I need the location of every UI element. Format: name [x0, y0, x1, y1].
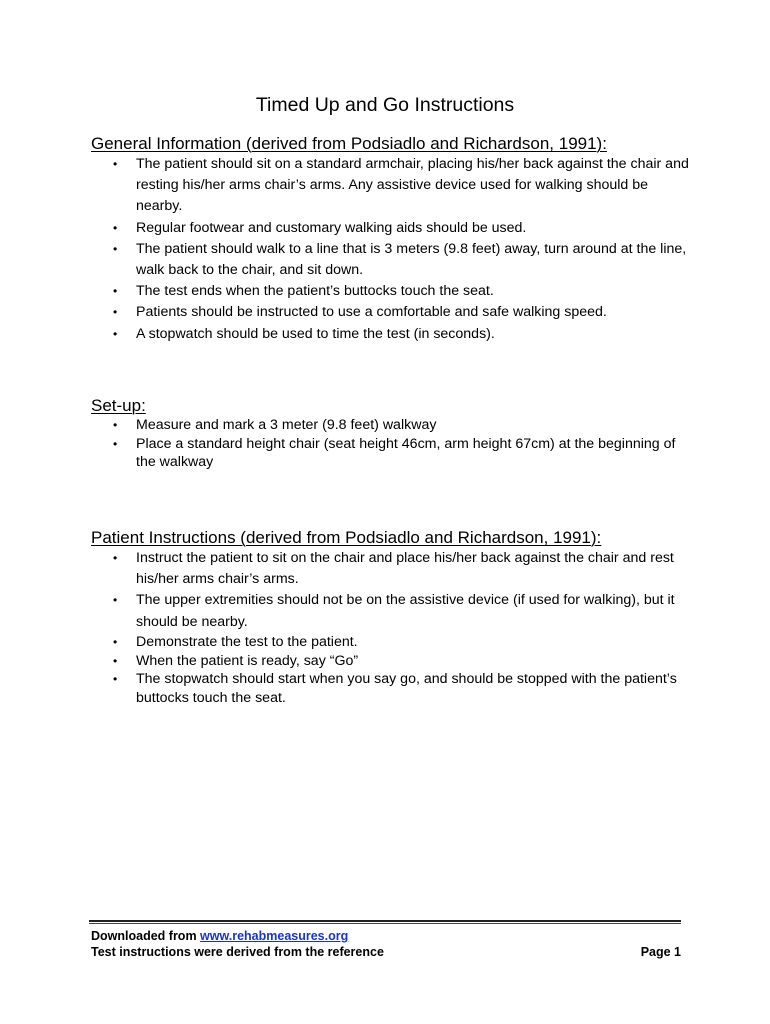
- bullet-icon: •: [113, 551, 118, 565]
- bullet-icon: •: [113, 418, 118, 432]
- list-item: • The upper extremities should not be on the assistive device (if used for walking), but it should be nearby.: [113, 592, 675, 630]
- list-item: • When the patient is ready, say “Go”: [113, 652, 359, 669]
- setup-heading: Set-up:: [91, 396, 146, 415]
- footer-note-line: [91, 944, 681, 960]
- list-item: • Place a standard height chair (seat height 46cm, arm height 67cm) at the beginning of the walkway: [113, 435, 676, 471]
- bullet-icon: •: [113, 672, 118, 687]
- patient-instructions-list-continued: [91, 633, 691, 707]
- list-item: • Measure and mark a 3 meter (9.8 feet) walkway: [113, 417, 437, 433]
- page-title: Timed Up and Go Instructions: [255, 94, 515, 116]
- list-item: • The patient should sit on a standard armchair, placing his/her back against the chair and resting his/her arms chair’s arms. Any assistive device used for walking should be nearby.: [113, 156, 689, 215]
- list-item: • Instruct the patient to sit on the chair and place his/her back against the chair and rest his/her arms chair’s arms.: [113, 550, 674, 588]
- general-info-list: [91, 154, 691, 345]
- rehabmeasures-link[interactable]: www.rehabmeasures.org: [200, 929, 349, 943]
- bullet-icon: •: [113, 220, 118, 235]
- bullet-icon: •: [113, 326, 118, 341]
- bullet-icon: •: [113, 305, 118, 320]
- list-item: • The patient should walk to a line that is 3 meters (9.8 feet) away, turn around at the line, walk back to the chair, and sit down.: [113, 240, 687, 279]
- list-item: • Demonstrate the test to the patient.: [113, 634, 358, 650]
- bullet-icon: •: [113, 653, 118, 668]
- general-info-heading: General Information (derived from Podsiadlo and Richardson, 1991):: [91, 134, 607, 153]
- bullet-icon: •: [113, 241, 118, 256]
- footer-note: Test instructions were derived from the reference: [91, 945, 384, 959]
- footer-download-prefix: Downloaded from: [91, 929, 201, 943]
- list-item: • Regular footwear and customary walking aids should be used.: [91, 218, 691, 239]
- footer-download-line: [91, 928, 681, 944]
- bullet-icon: •: [113, 284, 118, 299]
- bullet-icon: •: [113, 436, 118, 451]
- bullet-icon: •: [113, 157, 118, 171]
- setup-list: [91, 416, 691, 472]
- footer: [91, 928, 681, 960]
- page-number: Page 1: [640, 945, 681, 959]
- list-item: • The stopwatch should start when you say go, and should be stopped with the patient’s buttocks touch the seat.: [113, 671, 677, 706]
- patient-instructions-heading: Patient Instructions (derived from Podsiadlo and Richardson, 1991):: [91, 528, 602, 547]
- footer-divider: [89, 920, 681, 924]
- list-item: • A stopwatch should be used to time the test (in seconds).: [91, 324, 691, 345]
- patient-instructions-list: [91, 548, 691, 633]
- list-item: • The test ends when the patient’s buttocks touch the seat.: [91, 281, 691, 302]
- bullet-icon: •: [113, 593, 118, 608]
- bullet-icon: •: [113, 635, 118, 649]
- list-item: • Patients should be instructed to use a comfortable and safe walking speed.: [91, 302, 691, 323]
